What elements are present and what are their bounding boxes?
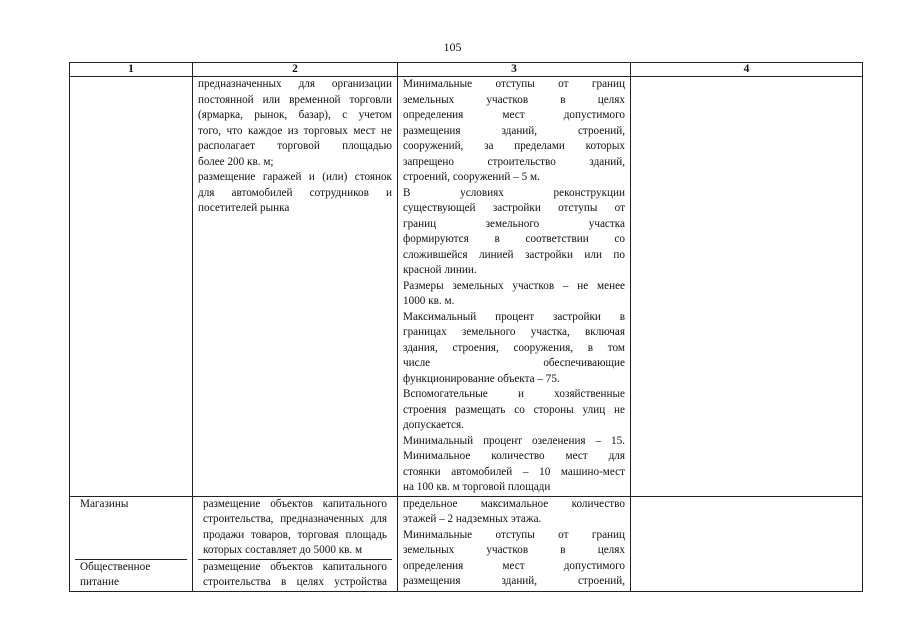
- use-name-catering-line: питание: [80, 576, 119, 588]
- text-line: Минимальный процент озеленения – 15.: [403, 434, 625, 447]
- text-line: 1000 кв. м.: [403, 295, 455, 307]
- text-line: земельных участков в целях: [403, 544, 625, 556]
- text-line: Вспомогательные и хозяйственные: [403, 388, 625, 400]
- construction-parameters: [403, 77, 625, 496]
- text-line: стоянки автомобилей – 10 машино-мест: [403, 465, 625, 478]
- table-header-row: [70, 63, 863, 77]
- row1-col3-cell: [398, 77, 631, 497]
- text-line: определения мест допустимого: [403, 559, 625, 572]
- shops-construction-parameters: [403, 497, 625, 590]
- text-line: границах земельного участка, включая: [403, 326, 625, 338]
- regulations-table: [69, 62, 863, 592]
- row1-col1-cell: [70, 77, 193, 497]
- text-line: этажей – 2 надземных этажа.: [403, 513, 542, 525]
- text-line: предельное максимальное количество: [403, 497, 625, 510]
- text-line: Минимальные отступы от границ: [403, 78, 625, 90]
- text-line: на 100 кв. м торговой площади: [403, 481, 551, 493]
- text-line: размещение объектов капитального: [203, 497, 387, 510]
- text-line: располагает торговой площадью: [198, 140, 392, 152]
- text-line: размещение гаражей и (или) стоянок: [198, 171, 392, 183]
- text-line: посетителей рынка: [198, 202, 290, 214]
- table-row: [70, 77, 863, 497]
- header-col-4: 4: [631, 63, 863, 77]
- text-line: красной линии.: [403, 264, 477, 276]
- table-row: [70, 496, 863, 591]
- text-line: В условиях реконструкции: [403, 186, 625, 199]
- text-line: постоянной или временной торговли: [198, 93, 392, 106]
- text-line: строительства, предназначенных для: [203, 513, 387, 525]
- permitted-use-description: [198, 77, 392, 217]
- row1-col4-cell: [631, 77, 863, 497]
- text-line: границ земельного участка: [403, 217, 625, 230]
- text-line: строительства в целях устройства: [203, 576, 387, 588]
- text-line: (ярмарка, рынок, базар), с учетом: [198, 109, 392, 121]
- text-line: числе обеспечивающие: [403, 357, 625, 369]
- text-line: сооружений, за пределами которых: [403, 140, 625, 152]
- text-line: строений, сооружений – 5 м.: [403, 171, 540, 183]
- text-line: предназначенных для организации: [198, 78, 392, 90]
- use-name-catering-line: Общественное: [80, 560, 151, 573]
- text-line: формируются в соответствии со: [403, 233, 625, 245]
- text-line: размещения зданий, строений,: [403, 124, 625, 137]
- shops-description: [198, 497, 392, 560]
- use-name-shops-text: Магазины: [80, 497, 129, 510]
- text-line: запрещено строительство зданий,: [403, 155, 625, 168]
- header-col-1: 1: [70, 63, 193, 77]
- row2-col3-cell: [398, 496, 631, 591]
- header-col-2: 2: [193, 63, 398, 77]
- text-line: существующей застройки отступы от: [403, 202, 625, 214]
- row2-col1-cell: [70, 496, 193, 591]
- text-line: Минимальное количество мест для: [403, 450, 625, 462]
- text-line: определения мест допустимого: [403, 109, 625, 121]
- text-line: здания, строения, сооружения, в том: [403, 341, 625, 354]
- text-line: размещение объектов капитального: [203, 560, 387, 573]
- text-line: Максимальный процент застройки в: [403, 310, 625, 323]
- header-col-3: 3: [398, 63, 631, 77]
- row1-col2-cell: [193, 77, 398, 497]
- text-line: того, что каждое из торговых мест не: [198, 124, 392, 137]
- row2-col2-cell: [193, 496, 398, 591]
- use-name-catering: [75, 560, 187, 591]
- row2-col4-cell: [631, 496, 863, 591]
- text-line: размещения зданий, строений,: [403, 575, 625, 587]
- text-line: строения размещать со стороны улиц не: [403, 403, 625, 416]
- text-line: функционирование объекта – 75.: [403, 372, 560, 385]
- text-line: сложившейся линией застройки или по: [403, 248, 625, 261]
- use-name-shops: [75, 497, 187, 560]
- text-line: продажи товаров, торговая площадь: [203, 528, 387, 541]
- catering-description: [198, 560, 392, 591]
- text-line: допускается.: [403, 419, 464, 431]
- page-number: 105: [443, 40, 462, 54]
- text-line: для автомобилей сотрудников и: [198, 186, 392, 199]
- text-line: более 200 кв. м;: [198, 155, 274, 168]
- text-line: Минимальные отступы от границ: [403, 528, 625, 541]
- text-line: Размеры земельных участков – не менее: [403, 279, 625, 292]
- text-line: которых составляет до 5000 кв. м: [203, 544, 363, 556]
- text-line: земельных участков в целях: [403, 93, 625, 106]
